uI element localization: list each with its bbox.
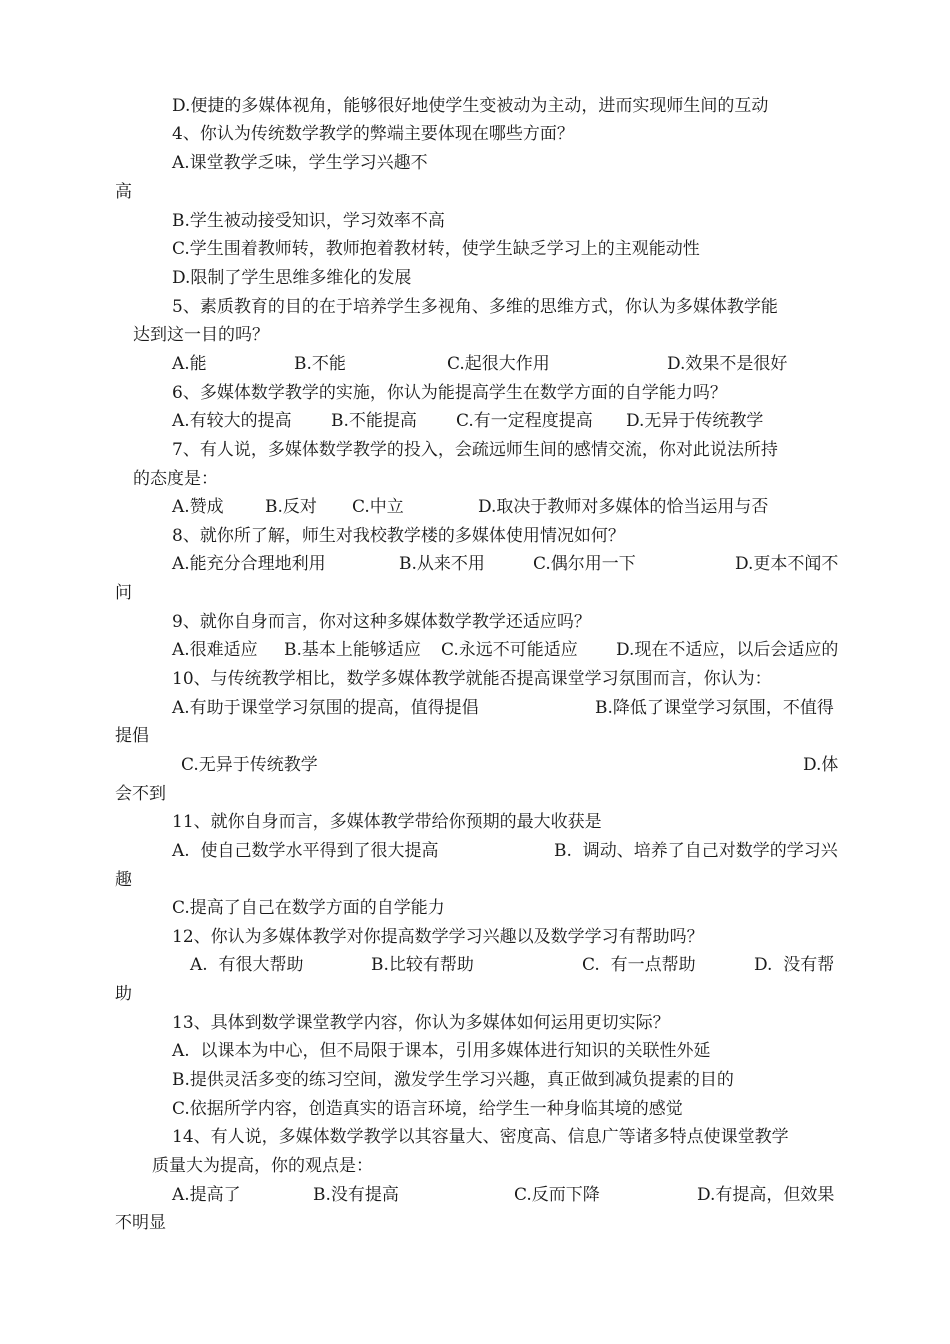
q9-option-b: B.基本上能够适应 — [284, 640, 421, 660]
q14-option-d: D.有提高，但效果 — [697, 1185, 835, 1205]
q7-option-b: B.反对 — [265, 497, 317, 517]
q13-question: 13、具体到数学课堂教学内容，你认为多媒体如何运用更切实际？ — [172, 1013, 670, 1033]
q8-option-d: D.更本不闻不 — [735, 554, 839, 574]
q7-question: 7、有人说，多媒体数学教学的投入，会疏远师生间的感情交流，你对此说法所持 — [172, 440, 778, 460]
q14-question-wrap: 质量大为提高，你的观点是： — [152, 1156, 373, 1176]
q11-option-a: A. 使自己数学水平得到了很大提高 — [172, 841, 439, 861]
q14-option-a: A.提高了 — [172, 1185, 241, 1205]
q5-option-c: C.起很大作用 — [447, 354, 550, 374]
q9-option-a: A.很难适应 — [172, 640, 258, 660]
q14-option-c: C.反而下降 — [514, 1185, 600, 1205]
q8-option-a: A.能充分合理地利用 — [172, 554, 326, 574]
q11-option-b-wrap: 趣 — [115, 870, 132, 890]
q12-option-c: C. 有一点帮助 — [582, 955, 696, 975]
q12-option-d-wrap: 助 — [115, 984, 132, 1004]
q10-option-a: A.有助于课堂学习氛围的提高，值得提倡 — [172, 698, 479, 718]
q6-question: 6、多媒体数学教学的实施，你认为能提高学生在数学方面的自学能力吗？ — [172, 383, 727, 403]
q9-question: 9、就你自身而言，你对这种多媒体数学教学还适应吗？ — [172, 612, 591, 632]
q4-option-a: A.课堂教学乏味，学生学习兴趣不 — [172, 153, 428, 173]
q5-question-wrap: 达到这一目的吗？ — [133, 325, 269, 345]
q10-option-b-wrap: 提倡 — [115, 726, 149, 746]
q4-option-b: B.学生被动接受知识，学习效率不高 — [172, 211, 445, 231]
q9-option-d: D.现在不适应，以后会适应的 — [616, 640, 839, 660]
q7-question-wrap: 的态度是： — [133, 469, 218, 489]
q4-option-c: C.学生围着教师转，教师抱着教材转，使学生缺乏学习上的主观能动性 — [172, 239, 700, 259]
q8-option-d-wrap: 问 — [115, 583, 132, 603]
q10-option-d: D.体 — [803, 755, 839, 775]
q14-option-b: B.没有提高 — [313, 1185, 399, 1205]
q5-option-b: B.不能 — [294, 354, 346, 374]
q5-question: 5、素质教育的目的在于培养学生多视角、多维的思维方式，你认为多媒体教学能 — [172, 297, 778, 317]
q4-option-d: D.限制了学生思维多维化的发展 — [172, 268, 412, 288]
q8-option-b: B.从来不用 — [399, 554, 485, 574]
q12-option-b: B.比较有帮助 — [371, 955, 474, 975]
q11-option-b: B. 调动、培养了自己对数学的学习兴 — [554, 841, 838, 861]
q4-option-a-wrap: 高 — [115, 182, 132, 202]
q13-option-c: C.依据所学内容，创造真实的语言环境，给学生一种身临其境的感觉 — [172, 1099, 683, 1119]
q4-question: 4、你认为传统数学教学的弊端主要体现在哪些方面？ — [172, 124, 574, 144]
q11-question: 11、就你自身而言，多媒体教学带给你预期的最大收获是 — [172, 812, 602, 832]
q12-option-d: D. 没有帮 — [754, 955, 835, 975]
q11-option-c: C.提高了自己在数学方面的自学能力 — [172, 898, 445, 918]
q13-option-b: B.提供灵活多变的练习空间，激发学生学习兴趣，真正做到减负提素的目的 — [172, 1070, 734, 1090]
q8-option-c: C.偶尔用一下 — [533, 554, 636, 574]
q9-option-c: C.永远不可能适应 — [441, 640, 578, 660]
q10-option-d-wrap: 会不到 — [115, 784, 166, 804]
q6-option-b: B.不能提高 — [331, 411, 417, 431]
q10-question: 10、与传统教学相比，数学多媒体教学就能否提高课堂学习氛围而言，你认为： — [172, 669, 772, 689]
q10-option-c: C.无异于传统教学 — [181, 755, 318, 775]
q7-option-d: D.取决于教师对多媒体的恰当运用与否 — [478, 497, 769, 517]
q3-option-d: D.便捷的多媒体视角，能够很好地使学生变被动为主动，进而实现师生间的互动 — [172, 96, 769, 116]
q12-question: 12、你认为多媒体教学对你提高数学学习兴趣以及数学学习有帮助吗？ — [172, 927, 704, 947]
q14-question: 14、有人说，多媒体数学教学以其容量大、密度高、信息广等诸多特点使课堂教学 — [172, 1127, 789, 1147]
q8-question: 8、就你所了解，师生对我校教学楼的多媒体使用情况如何？ — [172, 526, 625, 546]
q14-option-d-wrap: 不明显 — [115, 1213, 166, 1233]
q6-option-c: C.有一定程度提高 — [456, 411, 593, 431]
q12-option-a: A. 有很大帮助 — [190, 955, 304, 975]
q5-option-d: D.效果不是很好 — [667, 354, 788, 374]
q6-option-d: D.无异于传统教学 — [626, 411, 764, 431]
q13-option-a: A. 以课本为中心，但不局限于课本，引用多媒体进行知识的关联性外延 — [172, 1041, 711, 1061]
q6-option-a: A.有较大的提高 — [172, 411, 292, 431]
q5-option-a: A.能 — [172, 354, 207, 374]
q10-option-b: B.降低了课堂学习氛围，不值得 — [595, 698, 834, 718]
q7-option-a: A.赞成 — [172, 497, 224, 517]
q7-option-c: C.中立 — [352, 497, 404, 517]
